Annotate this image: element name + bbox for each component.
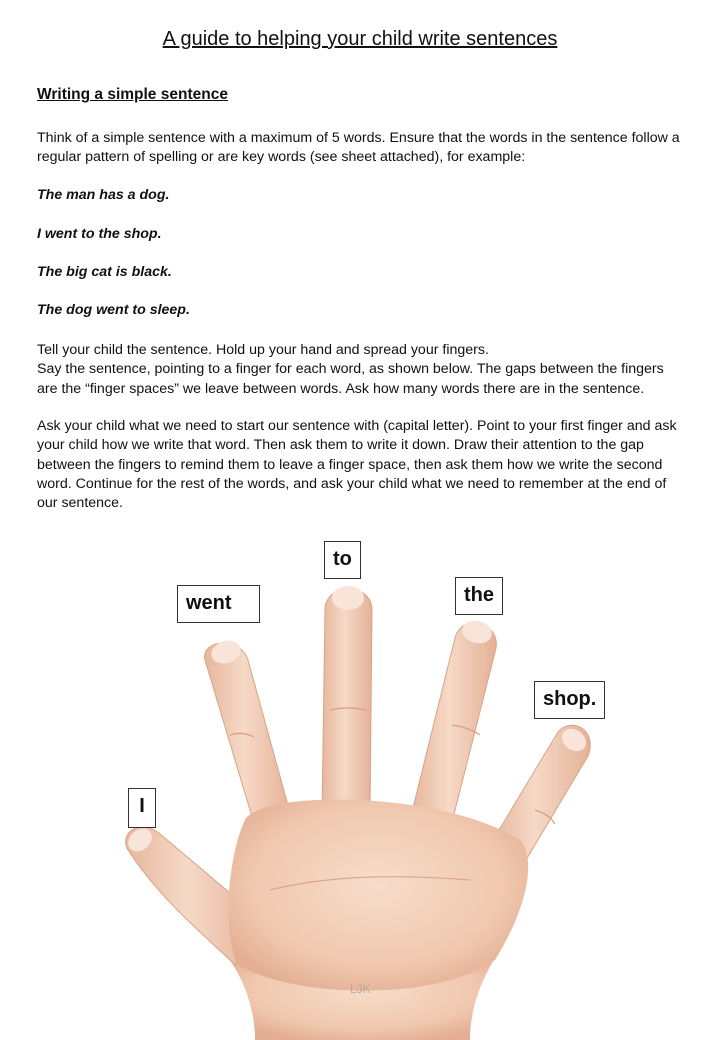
instruction-line-2: Say the sentence, pointing to a finger for each word, as shown below. The gaps between the fingers are the “finger spaces” we leave between words. Ask how many words there are in the sentence.: [37, 361, 664, 397]
label-thumb: I: [128, 788, 156, 828]
example-sentence-2: I went to the shop.: [37, 226, 162, 242]
middle-finger: [322, 589, 372, 815]
section-heading: Writing a simple sentence: [37, 86, 228, 103]
label-ring-finger: the: [455, 577, 503, 615]
intro-paragraph: Think of a simple sentence with a maximum of 5 words. Ensure that the words in the sentence follow a regular pattern of spelling or are key words (see sheet attached), for example:: [37, 130, 680, 166]
ring-finger: [410, 623, 496, 830]
label-index-finger: went: [177, 585, 260, 623]
example-sentence-3: The big cat is black.: [37, 264, 172, 280]
label-middle-finger: to: [324, 541, 361, 579]
middle-nail: [332, 586, 364, 610]
instruction-paragraph-3: Ask your child what we need to start our sentence with (capital letter). Point to your first finger and ask your child how we write that word. Then ask them to write it down. Draw their attention to the gap between the fingers to remind them to leave a finger space, then ask them how we write the second word. Continue for the rest of the words, and ask your child what we need to remember at the end of our sentence.: [37, 418, 677, 512]
instruction-line-1: Tell your child the sentence. Hold up your hand and spread your fingers.: [37, 342, 489, 358]
label-little-finger: shop.: [534, 681, 605, 719]
watermark: LJK: [350, 982, 371, 996]
palm: [228, 800, 528, 991]
instruction-paragraph-2: [37, 341, 687, 399]
hand-illustration: [0, 520, 720, 1040]
example-sentence-1: The man has a dog.: [37, 187, 170, 203]
page-title: A guide to helping your child write sentences: [162, 28, 558, 50]
example-sentence-4: The dog went to sleep.: [37, 302, 190, 318]
